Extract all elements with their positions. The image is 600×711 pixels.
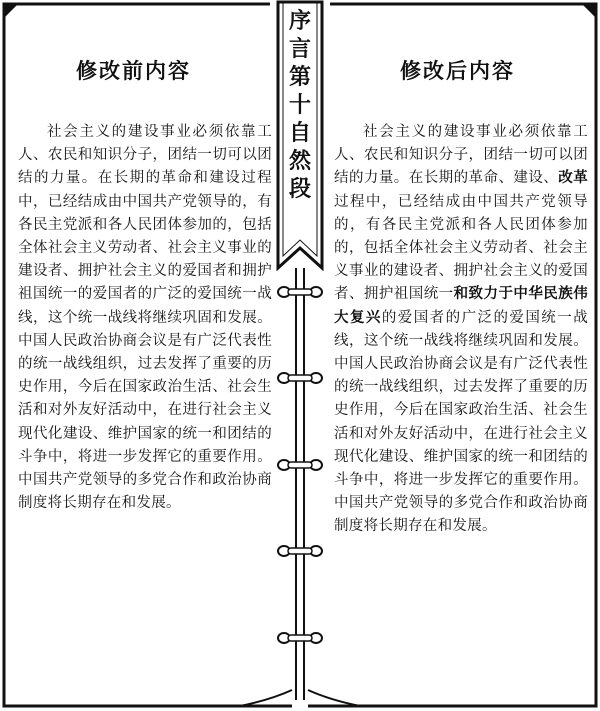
before-paragraph [18, 121, 272, 515]
text-segment: 社会主义的建设事业必须依靠工人、农民和知识分子，团结一切可以团结的力量。在长期的革命、建设、 [334, 124, 588, 187]
text-segment: 社会主义的建设事业必须依靠工人、农民和知识分子，团结一切可以团结的力量。在长期的革命和建设过程中，已经结成由中国共产党领导的，有各民主党派和各人民团体参加的，包括全体社会主义劳动者、社会主义事业的建设者、拥护社会主义的爱国者和拥护祖国统一的爱国者的广泛的爱国统一战线，这个统一战线将继续巩固和发展。中国人民政治协商会议是有广泛代表性的统一战线组织，过去发挥了重要的历史作用，今后在国家政治生活、社会生活和对外友好活动中，在进行社会主义现代化建设、维护国家的统一和团结的斗争中，将进一步发挥它的重要作用。中国共产党领导的多党合作和政治协商制度将长期存在和发展。 [18, 124, 272, 512]
spine-title: 序言第十自然段 [288, 9, 311, 202]
text-segment: 的爱国者的广泛的爱国统一战线，这个统一战线将继续巩固和发展。中国人民政治协商会议是有广泛代表性的统一战线组织，过去发挥了重要的历史作用，今后在国家政治生活、社会生活和对外友好活动中，在进行社会主义现代化建设、维护国家的统一和团结的斗争中，将进一步发挥它的重要作用。中国共产党领导的多党合作和政治协商制度将长期存在和发展。 [334, 309, 588, 535]
text-segment: 过程中，已经结成由中国共产党领导的，有各民主党派和各人民团体参加的，包括全体社会主义劳动者、社会主义事业的建设者、拥护社会主义的爱国者、拥护祖国统一 [334, 193, 588, 303]
after-heading: 修改后内容 [400, 59, 515, 83]
before-heading: 修改前内容 [76, 59, 191, 83]
after-panel [300, 0, 600, 711]
after-paragraph [334, 121, 588, 539]
added-text-highlight: 和致力于中华民族伟大复兴 [334, 286, 589, 326]
added-text-highlight: 改革 [558, 170, 588, 187]
